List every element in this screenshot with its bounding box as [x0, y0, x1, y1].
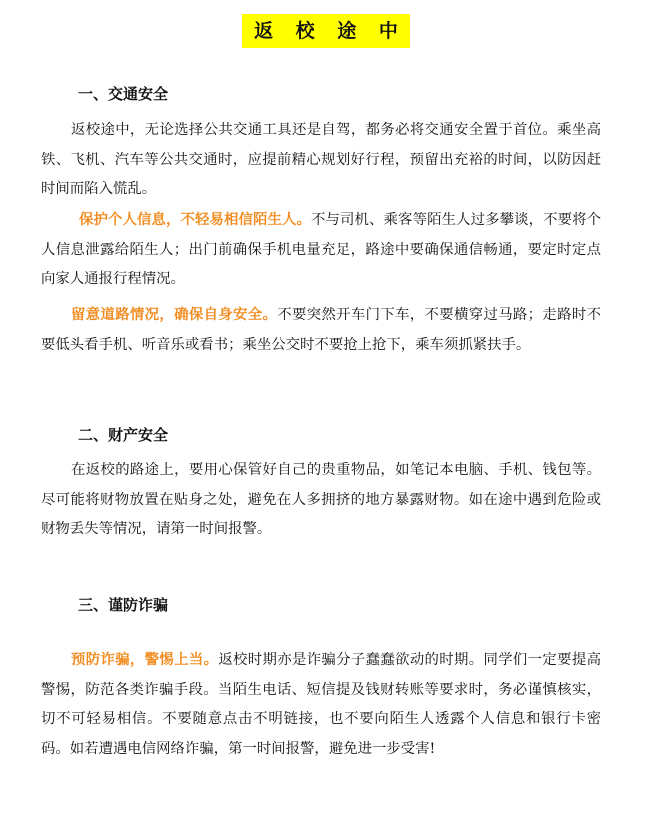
paragraph-traffic-intro [41, 116, 601, 205]
paragraph-fraud [41, 645, 601, 764]
page-title: 返 校 途 中 [242, 14, 410, 48]
highlight-text: 保护个人信息，不轻易相信陌生人。 [79, 211, 312, 228]
paragraph-text: 不与司机、乘客等陌生人过多攀谈，不要将个人信息泄露给陌生人；出门前确保手机电量充足，路途中要确保通信畅通，要定时定点向家人通报行程情况。 [41, 212, 601, 287]
section-heading-fraud: 三、谨防诈骗 [78, 596, 169, 614]
highlight-text: 留意道路情况，确保自身安全。 [71, 306, 278, 323]
paragraph-text: 不要突然开车门下车，不要横穿过马路；走路时不要低头看手机、听音乐或看书；乘坐公交时不要抢上抢下，乘车须抓紧扶手。 [41, 307, 601, 353]
paragraph-property [41, 456, 601, 545]
title-wrap [0, 14, 652, 48]
highlight-text: 预防诈骗，警惕上当。 [71, 651, 219, 668]
paragraph-road-safety [41, 300, 601, 360]
paragraph-text: 返校时期亦是诈骗分子蠢蠢欲动的时期。同学们一定要提高警惕，防范各类诈骗手段。当陌生电话、短信提及钱财转账等要求时，务必谨慎核实，切不可轻易相信。不要随意点击不明链接，也不要向陌生人透露个人信息和银行卡密码。如若遭遇电信网络诈骗，第一时间报警，避免进一步受害! [41, 652, 601, 757]
paragraph-personal-info [41, 205, 601, 295]
paragraph-text: 在返校的路途上，要用心保管好自己的贵重物品，如笔记本电脑、手机、钱包等。尽可能将财物放置在贴身之处，避免在人多拥挤的地方暴露财物。如在途中遇到危险或财物丢失等情况，请第一时间报警。 [41, 462, 601, 537]
paragraph-text: 返校途中，无论选择公共交通工具还是自驾，都务必将交通安全置于首位。乘坐高铁、飞机、汽车等公共交通时，应提前精心规划好行程，预留出充裕的时间，以防因赶时间而陷入慌乱。 [41, 122, 601, 197]
section-heading-traffic: 一、交通安全 [78, 85, 169, 103]
section-heading-property: 二、财产安全 [78, 426, 169, 444]
